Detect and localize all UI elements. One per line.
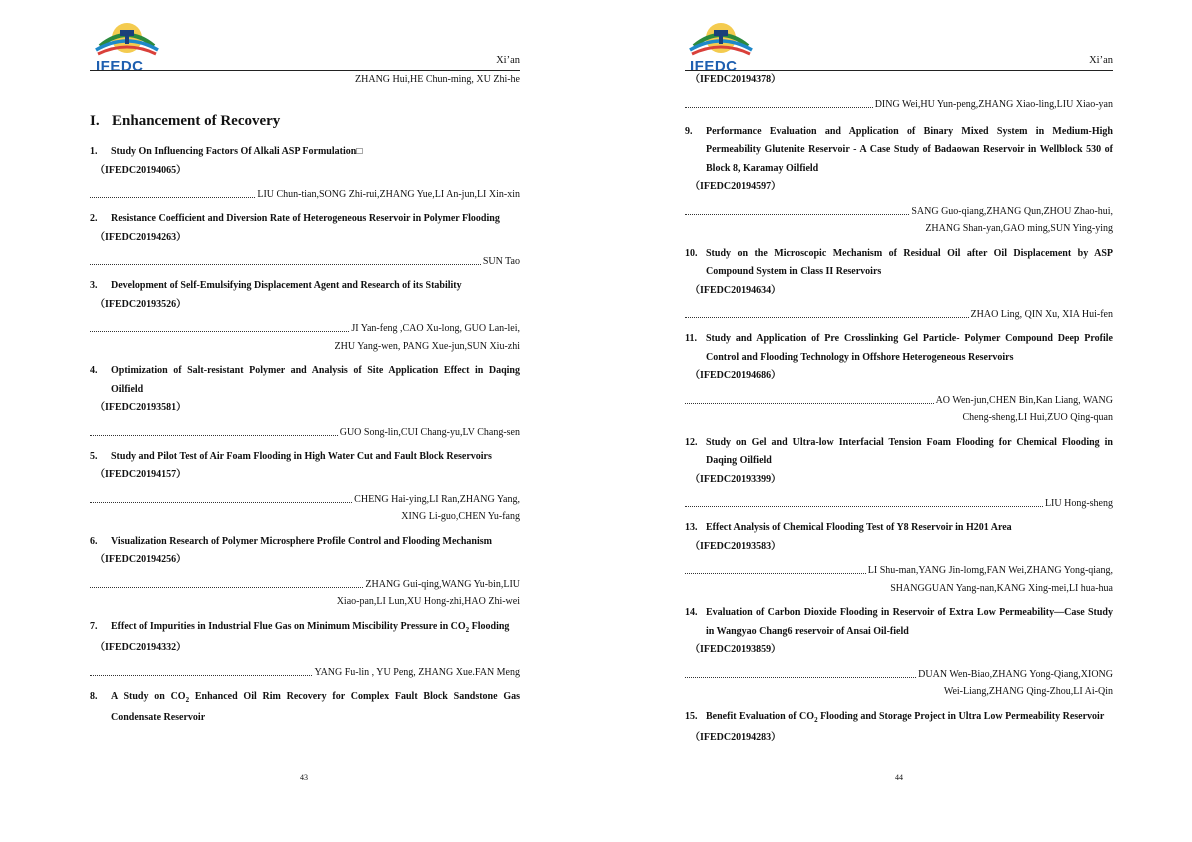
entry-code: （IFEDC20194157） [95, 469, 187, 480]
entry-authors-row [90, 253, 520, 270]
entry-title-text: Flooding [469, 620, 510, 632]
entry-item [685, 123, 1113, 238]
entry-title [90, 688, 520, 728]
entry-number: 13. [685, 522, 698, 533]
entry-item [685, 604, 1113, 701]
entry-title [685, 708, 1113, 730]
entry-title-text: Effect of Impurities in Industrial Flue Gas on Minimum Miscibility Pressure in CO [111, 620, 466, 632]
entry-number: 5. [90, 450, 98, 462]
entry-authors-row [90, 186, 520, 203]
left-content [90, 71, 520, 735]
page-number: 44 [895, 773, 903, 782]
entry-title-text: Study on the Microscopic Mechanism of Residual Oil after Oil Displacement by ASP Compound System in Class II Reservoirs [706, 247, 1113, 277]
entry-authors-cont: ZHU Yang-wen, PANG Xue-jun,SUN Xiu-zhi [334, 340, 520, 352]
leader-dots [685, 666, 916, 678]
entry-code: （IFEDC20194263） [95, 231, 187, 243]
entry-authors-row [685, 562, 1113, 580]
entry-authors-block [685, 392, 1113, 427]
entry-code: （IFEDC20194256） [95, 554, 187, 565]
entry-item [90, 448, 520, 526]
entry-authors-block [90, 576, 520, 611]
logo-emblem-icon [686, 20, 756, 60]
entry-title [685, 519, 1113, 538]
entry-title [685, 604, 1113, 641]
leader-dots [90, 576, 363, 588]
entry-item [90, 277, 520, 355]
entry-item [685, 434, 1113, 513]
entry-title [685, 434, 1113, 471]
entry-title [685, 330, 1113, 367]
entry-authors-cont: ZHANG Shan-yan,GAO ming,SUN Ying-ying [925, 223, 1113, 234]
entry-title-text: Effect Analysis of Chemical Flooding Test of Y8 Reservoir in H201 Area [706, 522, 1012, 533]
right-entries [685, 123, 1113, 748]
entry-item [685, 708, 1113, 748]
entry-number: 7. [90, 620, 98, 632]
entry-code: （IFEDC20194283） [690, 732, 782, 743]
entry-authors-cont: Wei-Liang,ZHANG Qing-Zhou,LI Ai-Qin [943, 686, 1113, 697]
entry-number: 14. [685, 607, 698, 618]
entry-title-text: Resistance Coefficient and Diversion Rate of Heterogeneous Reservoir in Polymer Flooding [111, 213, 500, 224]
entry-title-text: Evaluation of Carbon Dioxide Flooding in Reservoir of Extra Low Permeability—Case Study in Wangyao Chang6 reservoir of Ansai Oil-field [706, 607, 1113, 637]
leader-dots [685, 392, 934, 404]
entry-number: 2. [90, 213, 98, 224]
entry-authors: JI Yan-feng ,CAO Xu-long, GUO Lan-lei, [351, 323, 520, 334]
entry-title-text: Study and Application of Pre Crosslinking Gel Particle- Polymer Compound Deep Profile Control and Flooding Technology in Offshore Heterogeneous Reservoirs [706, 333, 1113, 363]
carryover-authors-row [685, 96, 1113, 113]
entry-title-text: Study on Gel and Ultra-low Interfacial Tension Foam Flooding for Chemical Flooding in Daqing Oilfield [706, 436, 1113, 466]
entry-code: （IFEDC20194332） [95, 642, 187, 653]
entry-authors: CHENG Hai-ying,LI Ran,ZHANG Yang, [354, 493, 520, 505]
leader-dots [685, 96, 873, 108]
section-roman: I. [90, 113, 100, 129]
entry-number: 1. [90, 146, 98, 157]
entry-authors: LI Shu-man,YANG Jin-lomg,FAN Wei,ZHANG Yong-qiang, [867, 565, 1113, 576]
entry-authors-block [685, 562, 1113, 597]
entry-authors: SANG Guo-qiang,ZHANG Qun,ZHOU Zhao-hui, [911, 205, 1113, 217]
entry-authors-cont: SHANGGUAN Yang-nan,KANG Xing-mei,LI hua-hua [890, 582, 1113, 594]
page-number: 43 [300, 773, 308, 782]
entry-title-text: Study On Influencing Factors Of Alkali ASP Formulation [111, 146, 357, 157]
entry-number: 3. [90, 280, 98, 291]
entry-authors: ZHANG Gui-qing,WANG Yu-bin,LIU [365, 578, 520, 590]
entry-number: 12. [685, 436, 698, 448]
box-glyph: □ [356, 146, 363, 157]
entry-authors-cont: Cheng-sheng,LI Hui,ZUO Qing-quan [962, 412, 1113, 423]
entry-authors-row [685, 203, 1113, 221]
entry-code: （IFEDC20194597） [690, 181, 782, 192]
logo-text: IFEDC [690, 58, 738, 75]
carryover-authors: DING Wei,HU Yun-peng,ZHANG Xiao-ling,LIU Xiao-yan [874, 98, 1113, 110]
entry-authors: SUN Tao [482, 256, 520, 267]
leader-dots [685, 562, 866, 574]
entry-title-text: Flooding and Storage Project in Ultra Low Permeability Reservoir [817, 710, 1105, 722]
entry-title-text: Enhanced Oil Rim Recovery for Complex Fault Block Sandstone Gas Condensate Reservoir [111, 690, 520, 723]
entry-authors-block [90, 491, 520, 526]
entry-title-text: Development of Self-Emulsifying Displacement Agent and Research of its Stability [111, 280, 462, 291]
entry-title [90, 210, 520, 229]
entry-authors-cont: XING Li-guo,CHEN Yu-fang [401, 511, 520, 522]
leader-dots [90, 186, 255, 198]
carryover-authors: ZHANG Hui,HE Chun-ming, XU Zhi-he [355, 74, 520, 85]
logo-text: IFEDC [96, 58, 144, 75]
entry-authors-cont: Xiao-pan,LI Lun,XU Hong-zhi,HAO Zhi-wei [336, 596, 520, 607]
entry-number: 10. [685, 247, 698, 259]
leader-dots [90, 491, 352, 503]
header-city: Xi’an [496, 55, 520, 66]
entry-title [90, 533, 520, 552]
leader-dots [685, 306, 969, 318]
entry-title-text: Performance Evaluation and Application of Binary Mixed System in Medium-High Permeability Glutenite Reservoir - A Case Study of Badaowan Reservoir in Wellblock 530 of Block 8, Karamay Oilfield [706, 125, 1113, 174]
entry-authors-row [685, 666, 1113, 684]
entry-title [90, 277, 520, 296]
entry-number: 9. [685, 125, 693, 137]
entry-code: （IFEDC20193859） [690, 644, 782, 655]
entry-authors: AO Wen-jun,CHEN Bin,Kan Liang, WANG [935, 394, 1113, 406]
entry-item [90, 143, 520, 203]
entry-title-text: Optimization of Salt-resistant Polymer and Analysis of Site Application Effect in Daqing Oilfield [111, 365, 520, 395]
entry-authors-row [90, 664, 520, 681]
leader-dots [90, 253, 481, 265]
entry-authors-row [90, 576, 520, 594]
logo-emblem-icon [92, 20, 162, 60]
entry-title [685, 245, 1113, 282]
leader-dots [90, 320, 349, 332]
ifedc-logo [92, 20, 162, 75]
entry-title [685, 123, 1113, 179]
entry-code: （IFEDC20194634） [690, 284, 782, 296]
entry-authors-row [685, 495, 1113, 512]
entry-authors: YANG Fu-lin , YU Peng, ZHANG Xue.FAN Meng [314, 666, 520, 678]
entry-code: （IFEDC20193526） [95, 298, 187, 310]
entry-title-text: Visualization Research of Polymer Microsphere Profile Control and Flooding Mechanism [111, 535, 492, 547]
entry-title [90, 362, 520, 399]
entry-title-text: A Study on CO [111, 690, 186, 702]
entry-number: 6. [90, 535, 98, 547]
section-title [90, 111, 520, 131]
leader-dots [90, 424, 338, 436]
entry-item [90, 533, 520, 611]
carryover-code: （IFEDC20194378） [690, 74, 782, 85]
leader-dots [90, 664, 312, 676]
entry-code: （IFEDC20193581） [95, 402, 187, 413]
entry-code: （IFEDC20193399） [690, 473, 782, 485]
entry-authors-block [90, 320, 520, 355]
entry-item [90, 210, 520, 270]
entry-authors-block [685, 666, 1113, 701]
entry-item [685, 519, 1113, 597]
entry-authors: LIU Hong-sheng [1044, 498, 1113, 509]
entry-title [90, 618, 520, 640]
entry-item [90, 618, 520, 681]
entry-authors-row [90, 491, 520, 509]
entry-title [90, 448, 520, 467]
subscript-text: 2 [814, 715, 818, 724]
entry-authors-row [90, 320, 520, 338]
entry-number: 8. [90, 690, 98, 702]
entry-authors: LIU Chun-tian,SONG Zhi-rui,ZHANG Yue,LI An-jun,LI Xin-xin [257, 189, 520, 200]
entry-title [90, 143, 520, 162]
header-city: Xi’an [1089, 55, 1113, 66]
entry-authors: DUAN Wen-Biao,ZHANG Yong-Qiang,XIONG [918, 668, 1113, 680]
leader-dots [685, 495, 1043, 507]
subscript-text: 2 [465, 625, 470, 634]
entry-authors: GUO Song-lin,CUI Chang-yu,LV Chang-sen [339, 426, 520, 438]
entry-code: （IFEDC20194065） [95, 164, 187, 176]
ifedc-logo [686, 20, 756, 75]
entry-title-text: Study and Pilot Test of Air Foam Flooding in High Water Cut and Fault Block Reservoirs [111, 450, 492, 462]
entry-code: （IFEDC20193583） [690, 540, 782, 552]
entry-authors-row [685, 392, 1113, 410]
entry-code: （IFEDC20194686） [690, 370, 782, 381]
entry-number: 11. [685, 333, 697, 344]
entry-item [90, 362, 520, 441]
entry-number: 4. [90, 365, 98, 376]
entry-title-text: Benefit Evaluation of CO [706, 710, 815, 722]
entry-authors: ZHAO Ling, QIN Xu, XIA Hui-fen [970, 309, 1113, 320]
entry-authors-row [90, 424, 520, 441]
right-content [685, 71, 1113, 755]
entry-authors-block [685, 203, 1113, 238]
entry-item [90, 688, 520, 728]
left-entries [90, 143, 520, 728]
entry-number: 15. [685, 710, 698, 722]
subscript-text: 2 [185, 695, 190, 704]
leader-dots [685, 203, 909, 215]
section-title-text: Enhancement of Recovery [112, 113, 281, 129]
entry-authors-row [685, 306, 1113, 323]
entry-item [685, 245, 1113, 324]
right-page [596, 0, 1192, 842]
entry-item [685, 330, 1113, 427]
